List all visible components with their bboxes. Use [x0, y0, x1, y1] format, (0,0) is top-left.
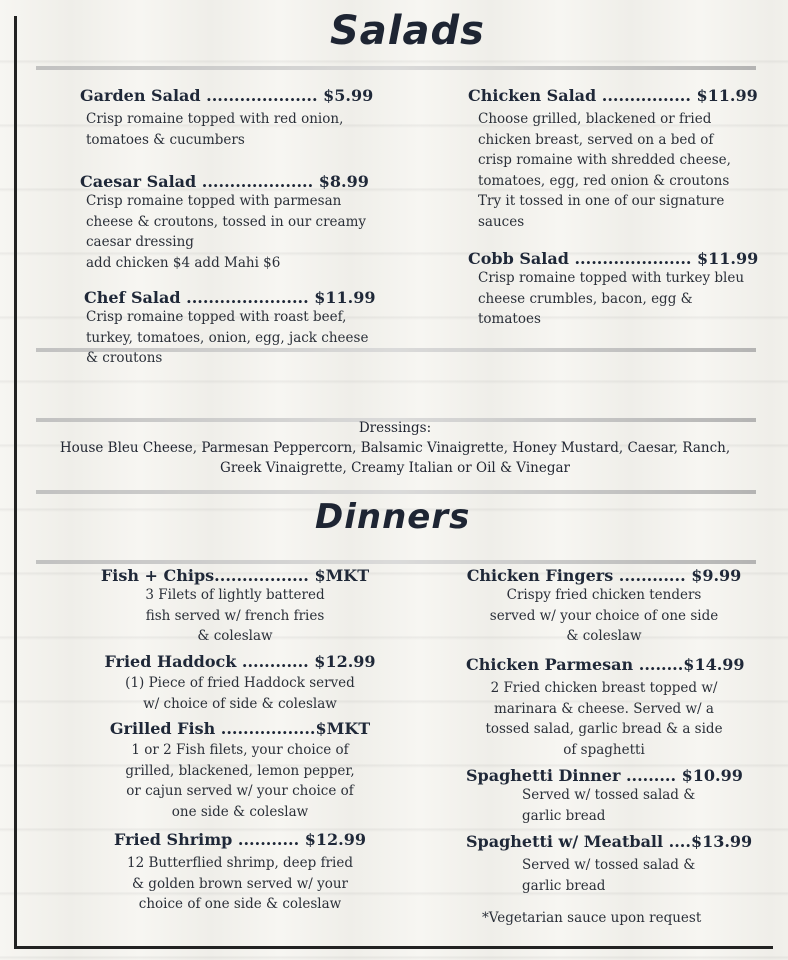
salads-heading: Salads: [330, 8, 485, 54]
item-title: Fish + Chips................. $MKT: [100, 566, 370, 585]
item-description: Crispy fried chicken tenders served w/ your choice of one side & coleslaw: [489, 587, 719, 644]
menu-item: [466, 655, 745, 760]
dressings-block: [40, 418, 750, 478]
item-title: Cobb Salad ..................... $11.99: [468, 249, 759, 268]
item-description: Crisp romaine topped with parmesan cheese & croutons, tossed in our creamy caesar dressing: [86, 193, 367, 250]
menu-item: [100, 652, 380, 714]
menu-item: [468, 249, 759, 330]
item-title: Fried Haddock ............ $12.99: [104, 652, 376, 671]
menu-item: [466, 566, 742, 647]
menu-item: [80, 172, 370, 273]
menu-item: [100, 566, 370, 647]
item-title: Chicken Fingers ............ $9.99: [466, 566, 742, 585]
menu-item: [100, 719, 380, 822]
item-title: Caesar Salad .................... $8.99: [80, 172, 369, 191]
item-description: Served w/ tossed salad & garlic bread: [522, 857, 696, 894]
item-description: Crisp romaine topped with red onion, tomatoes & cucumbers: [86, 111, 344, 148]
menu-item: [468, 86, 758, 232]
item-description: 3 Filets of lightly battered fish served w/ french fries & coleslaw: [145, 587, 325, 644]
item-title: Chef Salad ...................... $11.99: [84, 288, 376, 307]
dinners-heading: Dinners: [315, 497, 471, 537]
item-title: Chicken Parmesan ........$14.99: [466, 655, 745, 674]
divider: [36, 560, 756, 564]
dressings-heading: Dressings:: [358, 420, 432, 436]
item-description: 12 Butterflied shrimp, deep fried & golden brown served w/ your choice of one side & coleslaw: [127, 855, 353, 912]
item-description: Served w/ tossed salad & garlic bread: [522, 787, 696, 824]
item-description: Crisp romaine topped with roast beef, turkey, tomatoes, onion, egg, jack cheese & croutons: [86, 309, 369, 366]
menu-item: [84, 288, 374, 369]
item-title: Garden Salad .................... $5.99: [80, 86, 374, 105]
menu-item: [80, 86, 374, 150]
divider: [36, 66, 756, 70]
item-description: (1) Piece of fried Haddock served w/ choice of side & coleslaw: [125, 675, 355, 712]
item-title: Spaghetti w/ Meatball ....$13.99: [466, 832, 753, 851]
item-addon: add chicken $4 add Mahi $6: [86, 254, 281, 271]
item-title: Spaghetti Dinner ......... $10.99: [466, 766, 743, 785]
menu-item: [466, 832, 753, 896]
item-description: Choose grilled, blackened or fried chicken breast, served on a bed of crisp romaine with shredded cheese, tomatoes, egg, red onion & croutons Try it tossed in one of our signature sauces: [478, 111, 731, 230]
item-title: Fried Shrimp ........... $12.99: [114, 830, 366, 849]
item-title: Chicken Salad ................ $11.99: [468, 86, 758, 105]
dressings-list: House Bleu Cheese, Parmesan Peppercorn, Balsamic Vinaigrette, Honey Mustard, Caesar, Ranch, Greek Vinaigrette, Creamy Italian or Oil & Vinegar: [59, 440, 731, 476]
item-description: Crisp romaine topped with turkey bleu cheese crumbles, bacon, egg & tomatoes: [478, 270, 745, 327]
item-description: 2 Fried chicken breast topped w/ marinara & cheese. Served w/ a tossed salad, garlic bread & a side of spaghetti: [485, 680, 723, 758]
footnote: *Vegetarian sauce upon request: [482, 910, 702, 926]
divider: [36, 490, 756, 494]
menu-item: [100, 830, 380, 915]
item-description: 1 or 2 Fish filets, your choice of grilled, blackened, lemon pepper, or cajun served w/ your choice of one side & coleslaw: [125, 742, 355, 820]
menu-item: [466, 766, 746, 826]
item-title: Grilled Fish .................$MKT: [109, 719, 371, 738]
